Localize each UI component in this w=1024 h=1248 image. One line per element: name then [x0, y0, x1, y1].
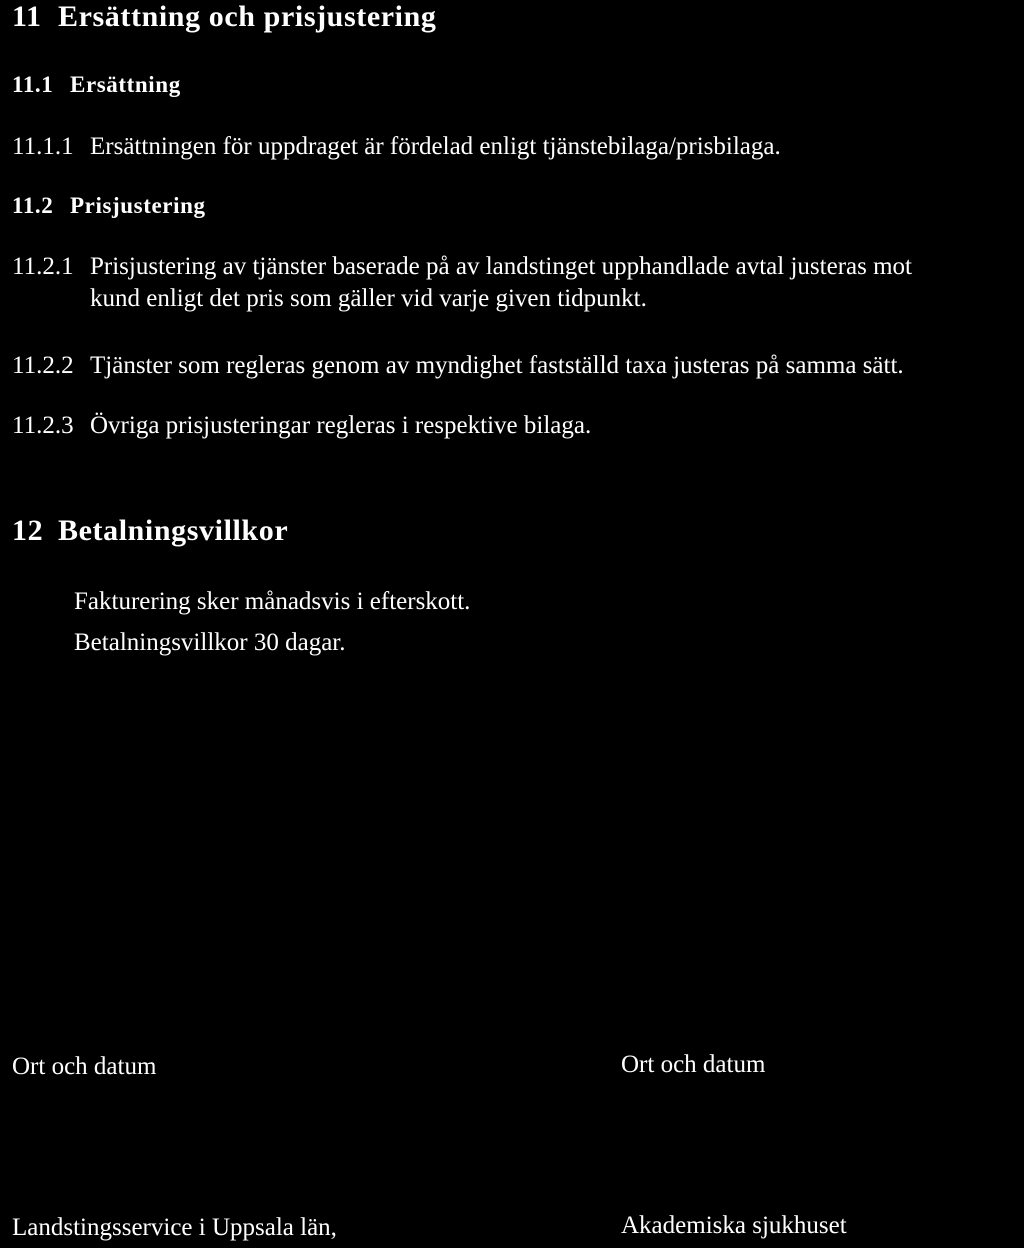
section-11-heading — [12, 0, 436, 34]
payment-terms-line-2: Betalningsvillkor 30 dagar. — [74, 629, 346, 656]
clause-number: 11.2.1 — [12, 253, 74, 280]
clause-text: Ersättningen för uppdraget är fördelad enligt tjänstebilaga/prisbilaga. — [90, 133, 781, 160]
clause-text: Övriga prisjusteringar regleras i respektive bilaga. — [90, 412, 592, 439]
clause-11-2-1 — [12, 251, 1022, 315]
section-12-heading — [12, 514, 288, 548]
clause-text: Tjänster som regleras genom av myndighet fastställd taxa justeras på samma sätt. — [90, 352, 904, 379]
subsection-number: 11.1 — [12, 72, 54, 97]
payment-terms-line-1: Fakturering sker månadsvis i efterskott. — [74, 588, 471, 615]
subsection-11-1-heading — [12, 72, 181, 98]
subsection-title: Ersättning — [70, 72, 181, 97]
left-party-name: Landstingsservice i Uppsala län, — [12, 1214, 337, 1241]
right-party-name: Akademiska sjukhuset — [621, 1212, 847, 1239]
section-title: Ersättning och prisjustering — [58, 0, 437, 33]
clause-11-2-2 — [12, 350, 1022, 382]
clause-number: 11.2.2 — [12, 352, 74, 379]
right-place-date-label: Ort och datum — [621, 1051, 766, 1078]
section-number: 11 — [12, 0, 42, 33]
section-number: 12 — [12, 514, 44, 547]
clause-11-2-3 — [12, 410, 1012, 442]
clause-number: 11.1.1 — [12, 133, 74, 160]
subsection-number: 11.2 — [12, 193, 54, 218]
left-place-date-label: Ort och datum — [12, 1053, 157, 1080]
subsection-11-2-heading — [12, 193, 206, 219]
subsection-title: Prisjustering — [70, 193, 206, 218]
clause-text-line-1: Prisjustering av tjänster baserade på av landstinget upphandlade avtal justeras mot — [90, 253, 912, 280]
clause-text-line-2: kund enligt det pris som gäller vid varje given tidpunkt. — [90, 285, 647, 312]
clause-number: 11.2.3 — [12, 412, 74, 439]
clause-11-1-1 — [12, 131, 1012, 163]
section-title: Betalningsvillkor — [58, 514, 289, 547]
